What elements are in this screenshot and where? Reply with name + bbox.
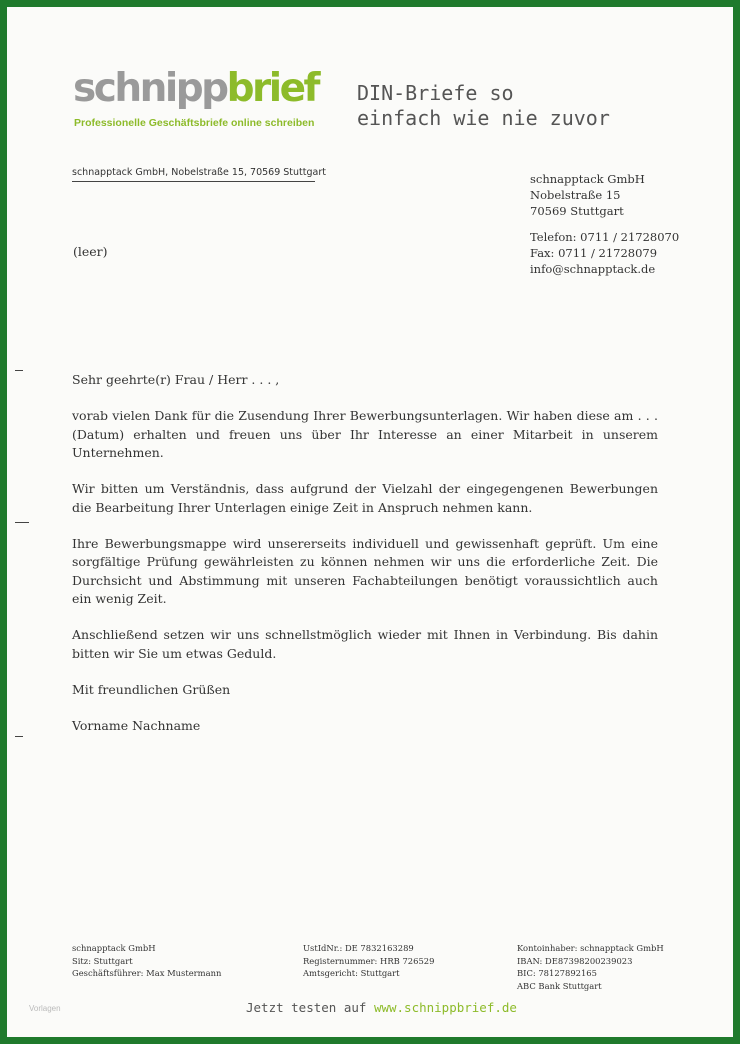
punch-mark	[15, 522, 29, 523]
footer-line: schnapptack GmbH	[72, 943, 156, 953]
contact-email: info@schnapptack.de	[530, 262, 656, 276]
slogan-line-1: DIN-Briefe so	[357, 81, 514, 105]
promo-link[interactable]: www.schnippbrief.de	[373, 1000, 517, 1015]
signature: Vorname Nachname	[72, 717, 201, 733]
contact-street: Nobelstraße 15	[530, 188, 621, 202]
footer-line: UstIdNr.: DE 7832163289	[303, 943, 414, 953]
logo-part-schnipp: schnipp	[73, 66, 227, 111]
promo-text: Jetzt testen auf	[246, 1000, 367, 1015]
salutation: Sehr geehrte(r) Frau / Herr . . . ,	[72, 372, 280, 387]
slogan	[357, 81, 610, 131]
contact-fax: Fax: 0711 / 21728079	[530, 246, 658, 260]
footer-company-info	[72, 942, 221, 980]
sender-return-address: schnapptack GmbH, Nobelstraße 15, 70569 Stuttgart	[72, 167, 315, 182]
logo-part-brief: brief	[226, 66, 319, 111]
logo-tagline: Professionelle Geschäftsbriefe online schreiben	[74, 117, 315, 129]
recipient-address: (leer)	[73, 244, 108, 259]
closing: Mit freundlichen Grüßen	[72, 681, 231, 697]
watermark-vorlagen: Vorlagen	[29, 1004, 61, 1013]
logo	[73, 66, 319, 111]
letter-body	[72, 371, 658, 753]
footer-bank-info	[517, 942, 664, 992]
footer-line: Amtsgericht: Stuttgart	[303, 968, 400, 978]
footer-line: IBAN: DE87398200239023	[517, 955, 633, 966]
footer-registration-info	[303, 942, 434, 980]
letter-page	[7, 7, 733, 1037]
contact-city: 70569 Stuttgart	[530, 204, 624, 218]
footer-line: Sitz: Stuttgart	[72, 955, 133, 966]
footer-line: Registernummer: HRB 726529	[303, 955, 435, 966]
fold-mark-top	[15, 370, 23, 371]
contact-phone: Telefon: 0711 / 21728070	[530, 230, 680, 244]
sender-contact-block	[530, 171, 679, 277]
paragraph-3: Ihre Bewerbungsmappe wird unsererseits individuell und gewissenhaft geprüft. Um eine sorgfältige Prüfung gewährleisten zu können nehmen wir uns die erforderliche Zeit. Die Durchsicht und Abstimmung mit unseren Fachabteilungen benötigt voraussichtlich auch ein wenig Zeit.	[72, 535, 658, 606]
footer-line: Geschäftsführer: Max Mustermann	[72, 968, 222, 978]
footer-line: ABC Bank Stuttgart	[517, 980, 602, 991]
slogan-line-2: einfach wie nie zuvor	[357, 106, 610, 130]
footer-line: BIC: 78127892165	[517, 968, 597, 978]
paragraph-4: Anschließend setzen wir uns schnellstmöglich wieder mit Ihnen in Verbindung. Bis dahin bitten wir Sie um etwas Geduld.	[72, 627, 658, 661]
contact-company: schnapptack GmbH	[530, 172, 645, 186]
paragraph-2: Wir bitten um Verständnis, dass aufgrund der Vielzahl der eingegengenen Bewerbungen die Bearbeitung Ihrer Unterlagen einige Zeit in Anspruch nehmen kann.	[72, 481, 658, 515]
fold-mark-bottom	[15, 736, 23, 737]
promo-call-to-action	[246, 1000, 517, 1015]
paragraph-1: vorab vielen Dank für die Zusendung Ihrer Bewerbungsunterlagen. Wir haben diese am . . . (Datum) erhalten und freuen uns über Ihr Interesse an einer Mitarbeit in unserem Unternehmen.	[72, 408, 658, 460]
footer-line: Kontoinhaber: schnapptack GmbH	[517, 943, 664, 953]
